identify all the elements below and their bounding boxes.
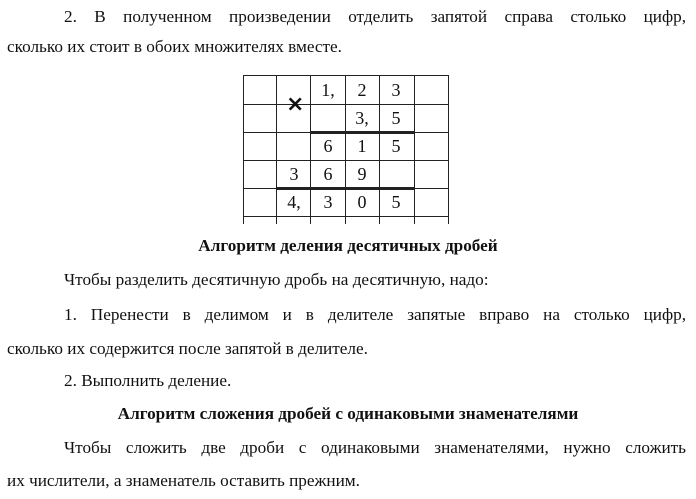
division-step-1-line-2: сколько их содержится после запятой в делителе.	[7, 339, 368, 358]
digit-cell: 9	[357, 164, 367, 184]
addition-heading: Алгоритм сложения дробей с одинаковыми знаменателями	[117, 404, 579, 423]
multiplication-example-grid	[243, 75, 449, 224]
digit-cell: 5	[391, 108, 401, 128]
digit-cell: 5	[391, 136, 401, 156]
digit-cell: 6	[323, 136, 333, 156]
division-step-1-line-1: 1. Перенести в делимом и в делителе запятые вправо на столько цифр,	[64, 305, 686, 324]
division-intro: Чтобы разделить десятичную дробь на десятичную, надо:	[64, 270, 489, 289]
digit-cell: 3	[391, 80, 401, 100]
digit-cell: 4,	[287, 192, 301, 212]
digit-cell: 0	[357, 192, 367, 212]
division-heading: Алгоритм деления десятичных дробей	[198, 236, 498, 255]
multiplication-sign-icon: ×	[286, 92, 305, 117]
addition-line-2: их числители, а знаменатель оставить прежним.	[7, 471, 360, 490]
division-step-2: 2. Выполнить деление.	[64, 371, 232, 390]
rule-2-line-2: сколько их стоит в обоих множителях вместе.	[7, 37, 342, 56]
digit-cell: 3	[289, 164, 299, 184]
rule-2-line-1: 2. В полученном произведении отделить запятой справа столько цифр,	[64, 7, 686, 26]
digit-cell: 5	[391, 192, 401, 212]
digit-cell: 2	[357, 80, 367, 100]
digit-cell: 3,	[355, 108, 369, 128]
digit-cell: 6	[323, 164, 333, 184]
addition-line-1: Чтобы сложить две дроби с одинаковыми знаменателями, нужно сложить	[64, 438, 686, 457]
digit-cell: 1	[357, 136, 367, 156]
digit-cell: 1,	[321, 80, 335, 100]
digit-cell: 3	[323, 192, 333, 212]
